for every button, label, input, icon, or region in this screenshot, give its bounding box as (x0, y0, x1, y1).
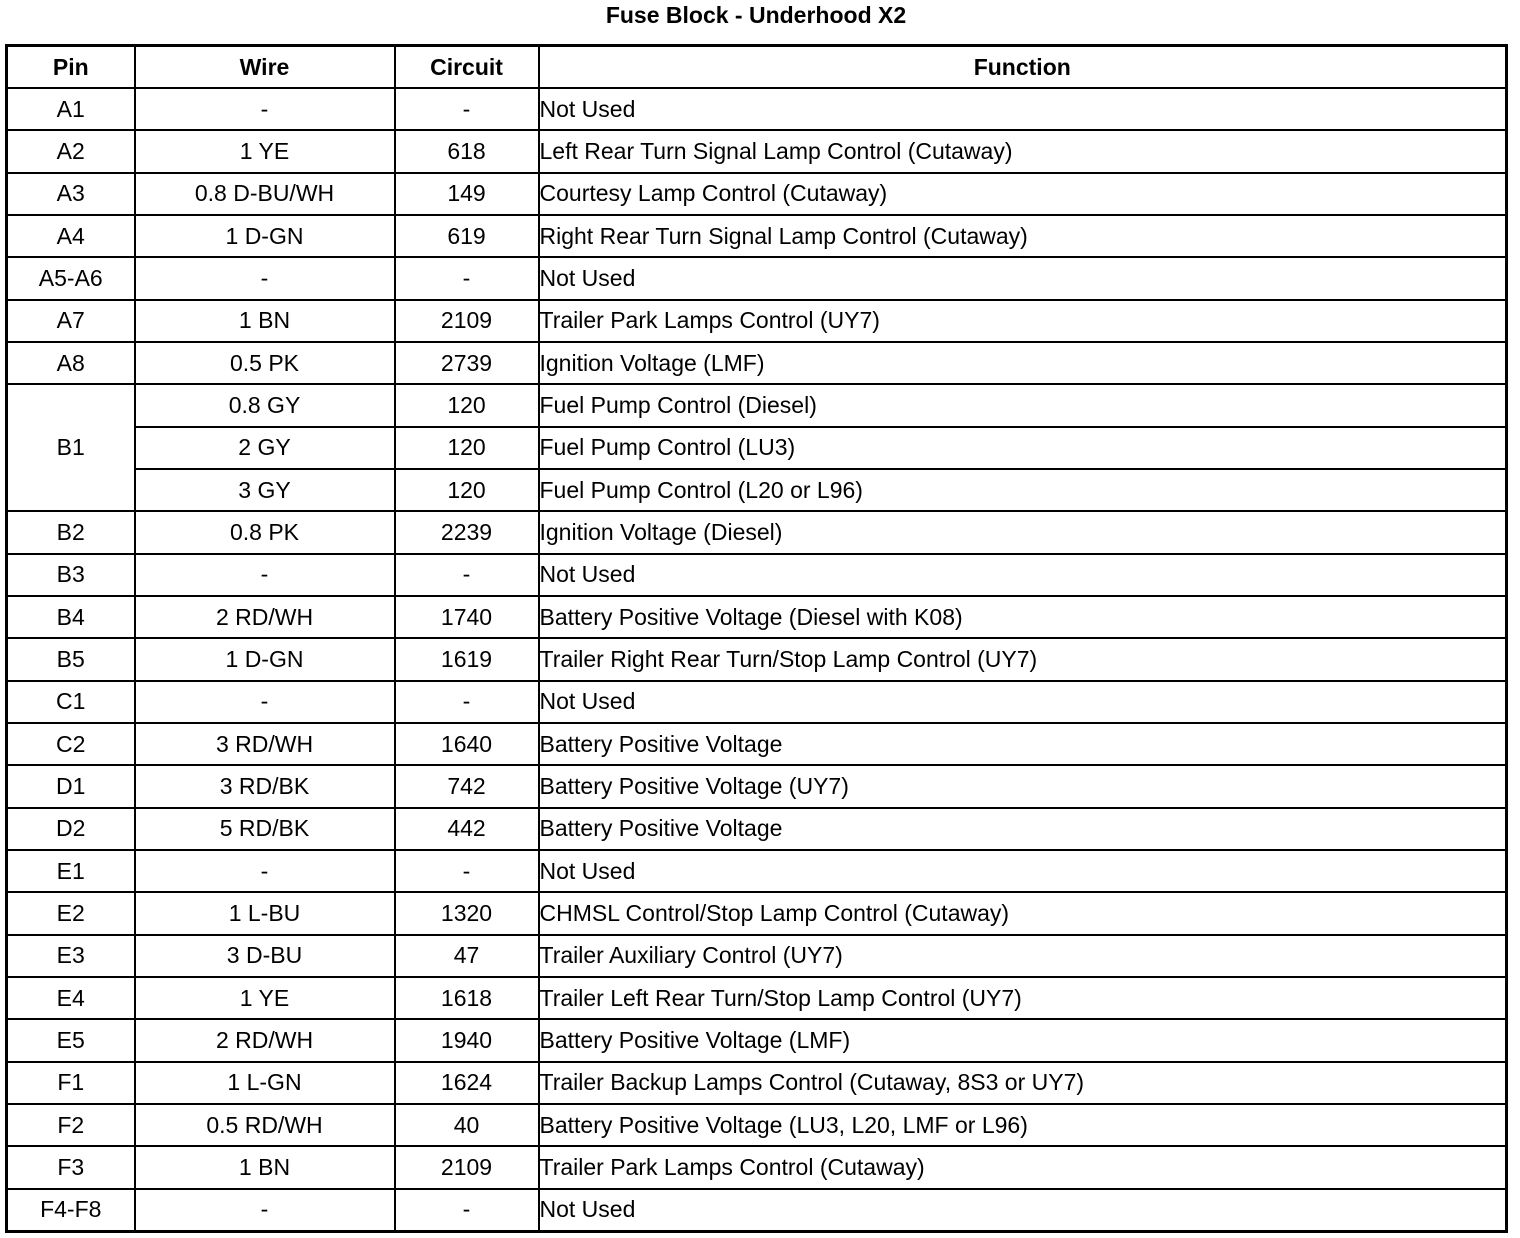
wire-cell: - (135, 88, 395, 130)
table-row (7, 1189, 1507, 1232)
function-cell: Battery Positive Voltage (539, 723, 1507, 765)
function-cell: Trailer Right Rear Turn/Stop Lamp Control (UY7) (539, 638, 1507, 680)
circuit-cell: 40 (395, 1104, 539, 1146)
circuit-cell: 120 (395, 427, 539, 469)
function-cell: Trailer Auxiliary Control (UY7) (539, 935, 1507, 977)
page-title: Fuse Block - Underhood X2 (605, 2, 907, 28)
table-row (7, 808, 1507, 850)
function-cell: CHMSL Control/Stop Lamp Control (Cutaway) (539, 892, 1507, 934)
circuit-cell: 1320 (395, 892, 539, 934)
pin-cell: E4 (7, 977, 135, 1019)
table-row (7, 469, 1507, 511)
wire-cell: - (135, 257, 395, 299)
circuit-cell: - (395, 1189, 539, 1232)
function-cell: Right Rear Turn Signal Lamp Control (Cutaway) (539, 215, 1507, 257)
wire-cell: 2 GY (135, 427, 395, 469)
table-row (7, 935, 1507, 977)
function-cell: Fuel Pump Control (LU3) (539, 427, 1507, 469)
wire-cell: 3 RD/WH (135, 723, 395, 765)
circuit-cell: 120 (395, 469, 539, 511)
pin-cell: A4 (7, 215, 135, 257)
wire-cell: 0.5 RD/WH (135, 1104, 395, 1146)
circuit-cell: 1624 (395, 1062, 539, 1104)
circuit-cell: - (395, 88, 539, 130)
function-cell: Battery Positive Voltage (LU3, L20, LMF or L96) (539, 1104, 1507, 1146)
circuit-cell: - (395, 850, 539, 892)
wire-cell: - (135, 850, 395, 892)
table-row (7, 257, 1507, 299)
pin-cell: B3 (7, 554, 135, 596)
function-cell: Not Used (539, 88, 1507, 130)
circuit-cell: 2109 (395, 1146, 539, 1188)
pin-cell: A2 (7, 130, 135, 172)
wire-cell: 3 D-BU (135, 935, 395, 977)
wire-cell: 1 D-GN (135, 638, 395, 680)
circuit-cell: 120 (395, 384, 539, 426)
circuit-cell: 1618 (395, 977, 539, 1019)
wire-cell: 1 YE (135, 977, 395, 1019)
table-row (7, 977, 1507, 1019)
circuit-cell: 47 (395, 935, 539, 977)
pin-cell: E5 (7, 1019, 135, 1061)
pin-cell: F3 (7, 1146, 135, 1188)
circuit-cell: 619 (395, 215, 539, 257)
pin-cell: C2 (7, 723, 135, 765)
pin-cell: B1 (7, 384, 135, 511)
circuit-cell: 2109 (395, 300, 539, 342)
pin-cell: A8 (7, 342, 135, 384)
pin-cell: F2 (7, 1104, 135, 1146)
wire-cell: - (135, 554, 395, 596)
wire-cell: 0.8 GY (135, 384, 395, 426)
circuit-cell: 1640 (395, 723, 539, 765)
pin-cell: A5-A6 (7, 257, 135, 299)
circuit-cell: - (395, 554, 539, 596)
table-row (7, 596, 1507, 638)
table-row (7, 215, 1507, 257)
function-cell: Battery Positive Voltage (Diesel with K08) (539, 596, 1507, 638)
header-circuit: Circuit (395, 46, 539, 89)
wire-cell: 0.8 D-BU/WH (135, 173, 395, 215)
pin-cell: F1 (7, 1062, 135, 1104)
table-row (7, 384, 1507, 426)
function-cell: Fuel Pump Control (Diesel) (539, 384, 1507, 426)
wire-cell: 2 RD/WH (135, 596, 395, 638)
header-pin: Pin (7, 46, 135, 89)
table-row (7, 1146, 1507, 1188)
function-cell: Not Used (539, 850, 1507, 892)
wire-cell: 1 BN (135, 300, 395, 342)
table-row (7, 300, 1507, 342)
circuit-cell: - (395, 257, 539, 299)
table-row (7, 427, 1507, 469)
function-cell: Left Rear Turn Signal Lamp Control (Cutaway) (539, 130, 1507, 172)
function-cell: Ignition Voltage (Diesel) (539, 511, 1507, 553)
wire-cell: 1 BN (135, 1146, 395, 1188)
wire-cell: - (135, 1189, 395, 1232)
table-row (7, 723, 1507, 765)
wire-cell: 1 L-GN (135, 1062, 395, 1104)
function-cell: Fuel Pump Control (L20 or L96) (539, 469, 1507, 511)
wire-cell: 2 RD/WH (135, 1019, 395, 1061)
function-cell: Trailer Park Lamps Control (Cutaway) (539, 1146, 1507, 1188)
circuit-cell: 2239 (395, 511, 539, 553)
wire-cell: 0.5 PK (135, 342, 395, 384)
wire-cell: 1 D-GN (135, 215, 395, 257)
pin-cell: A7 (7, 300, 135, 342)
header-function: Function (539, 46, 1507, 89)
table-row (7, 511, 1507, 553)
wire-cell: 3 GY (135, 469, 395, 511)
function-cell: Trailer Left Rear Turn/Stop Lamp Control (UY7) (539, 977, 1507, 1019)
table-row (7, 342, 1507, 384)
pin-cell: C1 (7, 681, 135, 723)
table-row (7, 554, 1507, 596)
function-cell: Trailer Park Lamps Control (UY7) (539, 300, 1507, 342)
function-cell: Not Used (539, 257, 1507, 299)
circuit-cell: 149 (395, 173, 539, 215)
table-body (7, 88, 1507, 1232)
wire-cell: 5 RD/BK (135, 808, 395, 850)
pin-cell: F4-F8 (7, 1189, 135, 1232)
pin-cell: E3 (7, 935, 135, 977)
function-cell: Battery Positive Voltage (539, 808, 1507, 850)
table-row (7, 638, 1507, 680)
circuit-cell: 742 (395, 765, 539, 807)
wire-cell: 1 L-BU (135, 892, 395, 934)
function-cell: Not Used (539, 554, 1507, 596)
circuit-cell: 2739 (395, 342, 539, 384)
function-cell: Trailer Backup Lamps Control (Cutaway, 8S3 or UY7) (539, 1062, 1507, 1104)
pin-cell: A3 (7, 173, 135, 215)
pin-cell: B5 (7, 638, 135, 680)
pinout-table (5, 44, 1508, 1233)
circuit-cell: 1740 (395, 596, 539, 638)
function-cell: Ignition Voltage (LMF) (539, 342, 1507, 384)
pin-cell: E2 (7, 892, 135, 934)
pin-cell: D2 (7, 808, 135, 850)
table-row (7, 1062, 1507, 1104)
wire-cell: 1 YE (135, 130, 395, 172)
pin-cell: B4 (7, 596, 135, 638)
function-cell: Not Used (539, 1189, 1507, 1232)
wire-cell: 3 RD/BK (135, 765, 395, 807)
table-row (7, 88, 1507, 130)
table-row (7, 765, 1507, 807)
circuit-cell: 1940 (395, 1019, 539, 1061)
function-cell: Battery Positive Voltage (LMF) (539, 1019, 1507, 1061)
table-row (7, 130, 1507, 172)
pin-cell: E1 (7, 850, 135, 892)
table-row (7, 1019, 1507, 1061)
function-cell: Courtesy Lamp Control (Cutaway) (539, 173, 1507, 215)
circuit-cell: - (395, 681, 539, 723)
function-cell: Not Used (539, 681, 1507, 723)
table-row (7, 173, 1507, 215)
header-row (7, 46, 1507, 89)
circuit-cell: 618 (395, 130, 539, 172)
pin-cell: B2 (7, 511, 135, 553)
table-row (7, 850, 1507, 892)
circuit-cell: 442 (395, 808, 539, 850)
function-cell: Battery Positive Voltage (UY7) (539, 765, 1507, 807)
table-row (7, 681, 1507, 723)
header-wire: Wire (135, 46, 395, 89)
table-row (7, 892, 1507, 934)
wire-cell: 0.8 PK (135, 511, 395, 553)
circuit-cell: 1619 (395, 638, 539, 680)
table-row (7, 1104, 1507, 1146)
wire-cell: - (135, 681, 395, 723)
pin-cell: A1 (7, 88, 135, 130)
pin-cell: D1 (7, 765, 135, 807)
